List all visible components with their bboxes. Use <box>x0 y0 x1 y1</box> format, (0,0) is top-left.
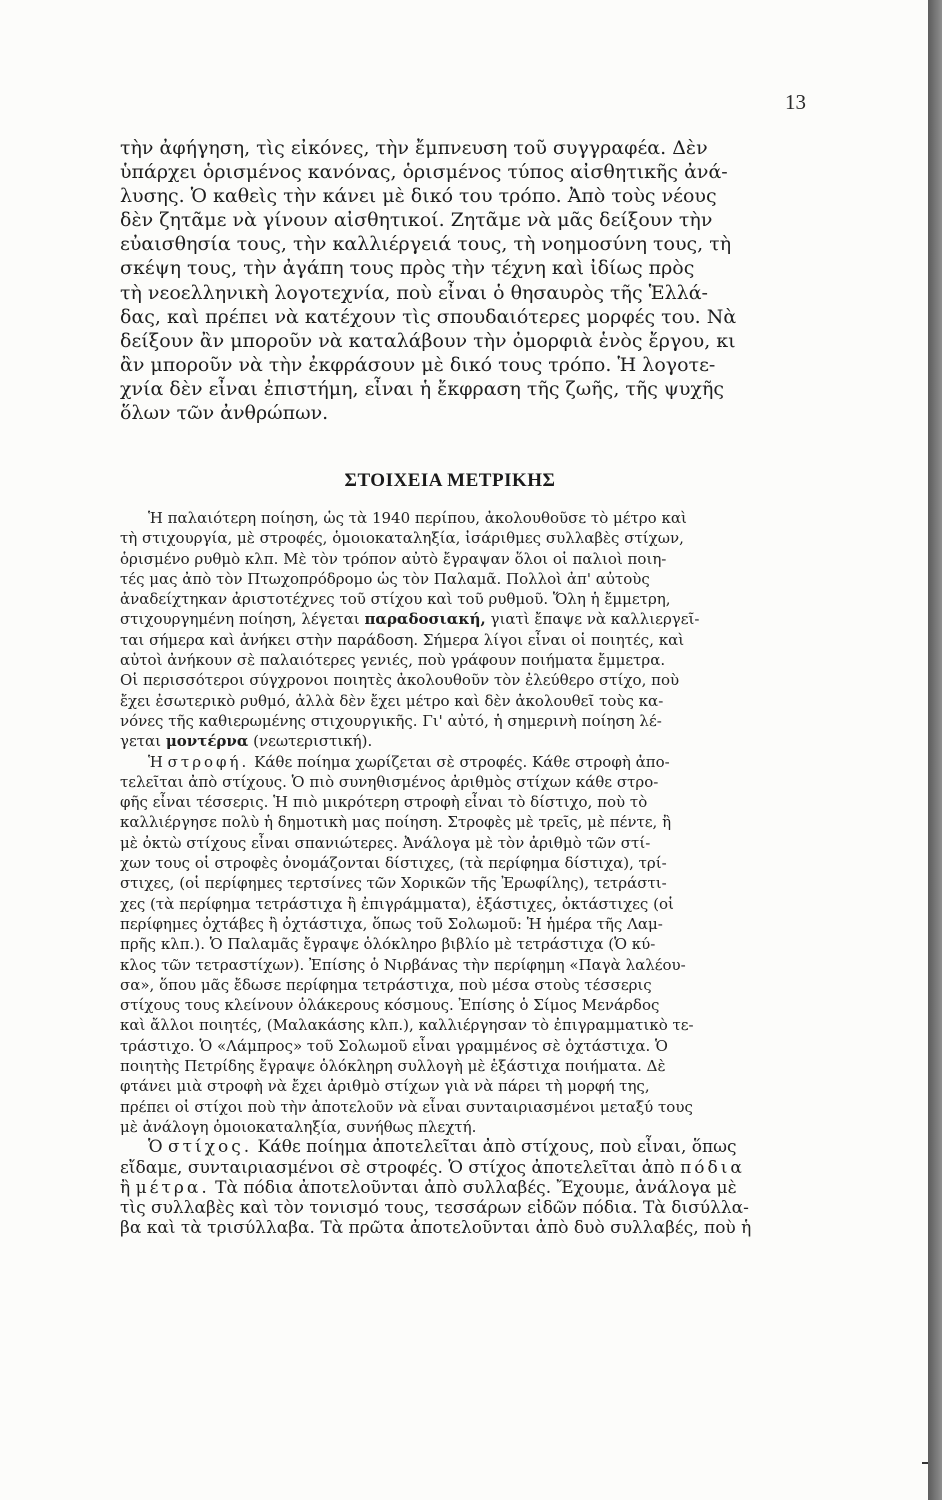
text-line: ποιητὴς Πετρίδης ἔγραψε ὁλόκληρη συλλογὴ μὲ ἑξάστιχα ποιήματα. Δὲ <box>120 1057 666 1076</box>
text-fragment: στιχουργημένη ποίηση, λέγεται <box>120 610 365 629</box>
text-line: περίφημες ὀχτάβες ἢ ὀχτάστιχα, ὅπως τοῦ Σολωμοῦ: Ἡ ἡμέρα τῆς Λαμ- <box>120 914 663 933</box>
text-line: χων τους οἱ στροφὲς ὀνομάζονται δίστιχες, (τὰ περίφημα δίστιχα), τρί- <box>120 854 667 873</box>
text-line: ὅλων τῶν ἀνθρώπων. <box>120 402 329 425</box>
text-line: τὶς συλλαβὲς καὶ τὸν τονισμό τους, τεσσάρων εἰδῶν πόδια. Τὰ δισύλλα- <box>120 1198 749 1219</box>
text-line: βα καὶ τὰ τρισύλλαβα. Τὰ πρῶτα ἀποτελοῦνται ἀπὸ δυὸ συλλαβές, ποὺ ἡ <box>120 1218 752 1239</box>
text-line: καλλιέργησε πολὺ ἡ δημοτικὴ μας ποίηση. Στροφὲς μὲ τρεῖς, μὲ πέντε, ἢ <box>120 813 672 832</box>
text-line: κλος τῶν τετραστίχων). Ἐπίσης ὁ Νιρβάνας τὴν περίφημη «Παγὰ λαλέου- <box>120 955 686 974</box>
text-line: πρέπει οἱ στίχοι ποὺ τὴν ἀποτελοῦν νὰ εἶναι συνταιριασμένοι μεταξύ τους <box>120 1097 693 1116</box>
text-fragment: Τὰ πόδια ἀποτελοῦνται ἀπὸ συλλαβές. Ἔχουμε, ἀνάλογα μὲ <box>209 1177 737 1198</box>
text-line <box>120 1137 780 1157</box>
term-traditional: παραδοσιακή, <box>364 610 486 629</box>
intro-paragraph <box>120 136 780 425</box>
text-fragment: Ὁ <box>148 1137 169 1158</box>
text-line: τὴν ἀφήγηση, τὶς εἰκόνες, τὴν ἔμπνευση τοῦ συγγραφέα. Δὲν <box>120 137 708 159</box>
text-line: τράστιχο. Ὁ «Λάμπρος» τοῦ Σολωμοῦ εἶναι γραμμένος σὲ ὀχτάστιχα. Ὁ <box>120 1036 668 1055</box>
page-number: 13 <box>785 90 806 114</box>
term-stanza: στροφή. <box>167 752 250 771</box>
text-line <box>120 609 780 629</box>
text-line: εὐαισθησία τους, τὴν καλλιέργειά τους, τὴ νοημοσύνη τους, τὴ <box>120 233 732 256</box>
text-line: σα», ὅπου μᾶς ἔδωσε περίφημα τετράστιχα, ποὺ μέσα στοὺς τέσσερις <box>120 975 652 994</box>
text-line: ται σήμερα καὶ ἀνήκει στὴν παράδοση. Σήμερα λίγοι εἶναι οἱ ποιητές, καὶ <box>120 630 685 649</box>
metrics-paragraphs <box>120 508 780 1239</box>
text-line: δας, καὶ πρέπει νὰ κατέχουν τὶς σπουδαιότερες μορφές του. Νὰ <box>120 305 737 328</box>
text-line: ὑπάρχει ὁρισμένος κανόνας, ὁρισμένος τύπος αἰσθητικῆς ἀνά- <box>120 161 728 184</box>
text-line: ἔχει ἐσωτερικὸ ρυθμό, ἀλλὰ δὲν ἔχει μέτρο καὶ δὲν ἀκολουθεῖ τοὺς κα- <box>120 691 664 710</box>
text-line: τὴ στιχουργία, μὲ στροφές, ὁμοιοκαταληξία, ἰσάριθμες συλλαβὲς στίχων, <box>120 529 684 548</box>
text-line: μὲ ὀκτὼ στίχους εἶναι σπανιώτερες. Ἀνάλογα μὲ τὸν ἀριθμὸ τῶν στί- <box>120 833 651 852</box>
text-line: στιχες, (οἱ περίφημες τερτσίνες τῶν Χορικῶν τῆς Ἐρωφίλης), τετράστι- <box>120 874 667 893</box>
text-line: δὲν ζητᾶμε νὰ γίνουν αἰσθητικοί. Ζητᾶμε νὰ μᾶς δείξουν τὴν <box>120 209 713 232</box>
term-verse: στίχος. <box>168 1137 253 1158</box>
text-line: χνία δὲν εἶναι ἐπιστήμη, εἶναι ἡ ἔκφραση τῆς ζωῆς, τῆς ψυχῆς <box>120 377 724 400</box>
text-line: αὐτοὶ ἀνήκουν σὲ παλαιότερες γενιές, ποὺ γράφουν ποιήματα ἔμμετρα. <box>120 651 666 670</box>
text-line: φτάνει μιὰ στροφὴ νὰ ἔχει ἀριθμὸ στίχων γιὰ νὰ πάρει τὴ μορφή της, <box>120 1077 650 1096</box>
text-line: ἂν μποροῦν νὰ τὴν ἐκφράσουν μὲ δικό τους τρόπο. Ἡ λογοτε- <box>120 353 716 376</box>
text-fragment: Κάθε ποίημα ἀποτελεῖται ἀπὸ στίχους, ποὺ εἶναι, ὅπως <box>252 1137 737 1158</box>
text-line: χες (τὰ περίφημα τετράστιχα ἢ ἐπιγράμματα), ἑξάστιχες, ὀκτάστιχες (οἱ <box>120 894 674 913</box>
text-line: καὶ ἄλλοι ποιητές, (Μαλακάσης κλπ.), καλλιέργησαν τὸ ἐπιγραμματικὸ τε- <box>120 1016 694 1035</box>
text-fragment: Κάθε ποίημα χωρίζεται σὲ στροφές. Κάθε στροφὴ ἀπο- <box>249 752 670 771</box>
text-line: πρῆς κλπ.). Ὁ Παλαμᾶς ἔγραψε ὁλόκληρο βιβλίο μὲ τετράστιχα (Ὁ κύ- <box>120 935 656 954</box>
text-line: λυσης. Ὁ καθεὶς τὴν κάνει μὲ δικό του τρόπο. Ἀπὸ τοὺς νέους <box>120 185 717 208</box>
text-line: τές μας ἀπὸ τὸν Πτωχοπρόδρομο ὡς τὸν Παλαμᾶ. Πολλοὶ ἀπ' αὐτοὺς <box>120 569 650 588</box>
text-line: φῆς εἶναι τέσσερις. Ἡ πιὸ μικρότερη στροφὴ εἶναι τὸ δίστιχο, ποὺ τὸ <box>120 793 648 812</box>
term-meters: μέτρα. <box>135 1177 210 1198</box>
text-line <box>120 1158 780 1178</box>
section-title: ΣΤΟΙΧΕΙΑ ΜΕΤΡΙΚΗΣ <box>344 470 556 491</box>
text-line: τελεῖται ἀπὸ στίχους. Ὁ πιὸ συνηθισμένος ἀριθμὸς στίχων κάθε στρο- <box>120 772 659 791</box>
text-line: μὲ ἀνάλογη ὁμοιοκαταληξία, συνήθως πλεχτή. <box>120 1117 477 1136</box>
text-line <box>120 731 780 751</box>
text-fragment: Ἡ <box>148 752 168 771</box>
page-edge <box>928 0 942 1500</box>
text-line: νόνες τῆς καθιερωμένης στιχουργικῆς. Γι' αὐτό, ἡ σημερινὴ ποίηση λέ- <box>120 711 662 730</box>
text-line: σκέψη τους, τὴν ἀγάπη τους πρὸς τὴν τέχνη καὶ ἰδίως πρὸς <box>120 257 695 280</box>
text-line: ἀναδείχτηκαν ἀριστοτέχνες τοῦ στίχου καὶ τοῦ ρυθμοῦ. Ὅλη ἡ ἔμμετρη, <box>120 590 671 609</box>
term-modern: μοντέρνα <box>165 732 249 751</box>
text-fragment: εἴδαμε, συνταιριασμένοι σὲ στροφές. Ὁ στίχος ἀποτελεῖται ἀπὸ <box>120 1157 681 1178</box>
text-line: ὁρισμένο ρυθμὸ κλπ. Μὲ τὸν τρόπον αὐτὸ ἔγραψαν ὅλοι οἱ παλιοὶ ποιη- <box>120 549 667 568</box>
text-fragment: ἢ <box>120 1177 136 1198</box>
text-fragment: (νεωτεριστική). <box>248 732 373 751</box>
text-line: Ἡ παλαιότερη ποίηση, ὡς τὰ 1940 περίπου, ἀκολουθοῦσε τὸ μέτρο καὶ <box>148 509 687 527</box>
text-line: δείξουν ἂν μποροῦν νὰ καταλάβουν τὴν ὀμορφιὰ ἑνὸς ἔργου, κι <box>120 329 736 352</box>
text-fragment: γιατὶ ἔπαψε νὰ καλλιεργεῖ- <box>485 610 700 629</box>
text-line <box>120 1178 780 1198</box>
text-line <box>120 752 780 772</box>
text-line: στίχους τους κλείνουν ὁλάκερους κόσμους. Ἐπίσης ὁ Σίμος Μενάρδος <box>120 996 660 1015</box>
text-line: Οἱ περισσότεροι σύγχρονοι ποιητὲς ἀκολουθοῦν τὸν ἐλεύθερο στίχο, ποὺ <box>120 671 680 690</box>
term-feet: πόδια <box>680 1157 745 1178</box>
text-line: τὴ νεοελληνικὴ λογοτεχνία, ποὺ εἶναι ὁ θησαυρὸς τῆς Ἑλλά- <box>120 281 708 304</box>
text-fragment: γεται <box>120 732 166 751</box>
